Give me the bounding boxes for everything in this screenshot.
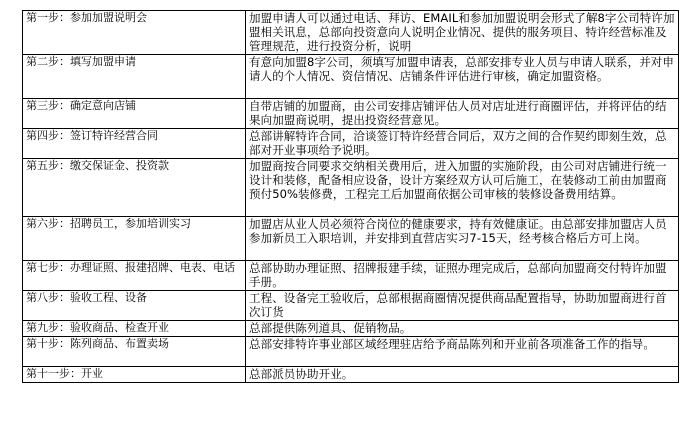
franchise-steps-table (22, 10, 679, 383)
step-label: 第十步：陈列商品、布置卖场 (23, 337, 246, 367)
step-description: 总部提供陈列道具、促销物品。 (246, 321, 679, 337)
step-description: 总部安排特许事业部区域经理驻店给予商品陈列和开业前各项准备工作的指导。 (246, 337, 679, 367)
step-description: 总部讲解特许合同，洽谈签订特许经营合同后，双方之间的合作契约即刻生效，总部对开业事项给予说明。 (246, 129, 679, 159)
table-row (23, 321, 679, 337)
step-label: 第一步：参加加盟说明会 (23, 11, 246, 55)
table-row (23, 55, 679, 99)
step-description: 加盟店从业人员必须符合岗位的健康要求，持有效健康证。由总部安排加盟店人员参加新员工入职培训，并安排到直营店实习7-15天，经考核合格后方可上岗。 (246, 217, 679, 261)
step-description: 总部派员协助开业。 (246, 367, 679, 383)
table-row (23, 217, 679, 261)
step-label: 第九步：验收商品、检查开业 (23, 321, 246, 337)
table-row (23, 99, 679, 129)
step-description: 自带店铺的加盟商，由公司安排店铺评估人员对店址进行商圈评估，并将评估的结果向加盟商说明，提出投资经营意见。 (246, 99, 679, 129)
step-description: 工程、设备完工验收后，总部根据商圈情况提供商品配置指导，协助加盟商进行首次订货 (246, 291, 679, 321)
table-row (23, 261, 679, 291)
step-label: 第十一步：开业 (23, 367, 246, 383)
table-row (23, 291, 679, 321)
step-description: 加盟商按合同要求交纳相关费用后，进入加盟的实施阶段，由公司对店铺进行统一设计和装修，配备相应设备，设计方案经双方认可后施工，在装修动工前由加盟商预付50%装修费，工程完工后加盟商依据公司审核的装修设备费用结算。 (246, 159, 679, 217)
table-row (23, 337, 679, 367)
table-row (23, 367, 679, 383)
step-label: 第八步：验收工程、设备 (23, 291, 246, 321)
table-row (23, 129, 679, 159)
table-row (23, 159, 679, 217)
step-label: 第六步：招聘员工，参加培训实习 (23, 217, 246, 261)
step-label: 第四步：签订特许经营合同 (23, 129, 246, 159)
step-description: 有意向加盟8字公司，须填写加盟申请表，总部安排专业人员与申请人联系，并对申请人的个人情况、资信情况、店铺条件评估进行审核，确定加盟资格。 (246, 55, 679, 99)
step-description: 加盟申请人可以通过电话、拜访、EMAIL和参加加盟说明会形式了解8字公司特许加盟相关讯息，总部向投资意向人说明企业情况、提供的服务项目、特许经营标准及管理规范，进行投资分析，说明 (246, 11, 679, 55)
step-label: 第五步：缴交保证金、投资款 (23, 159, 246, 217)
step-description: 总部协助办理证照、招牌报建手续，证照办理完成后，总部向加盟商交付特许加盟手册。 (246, 261, 679, 291)
table-row (23, 11, 679, 55)
step-label: 第三步：确定意向店铺 (23, 99, 246, 129)
step-label: 第二步：填写加盟申请 (23, 55, 246, 99)
step-label: 第七步：办理证照、报建招牌、电表、电话 (23, 261, 246, 291)
